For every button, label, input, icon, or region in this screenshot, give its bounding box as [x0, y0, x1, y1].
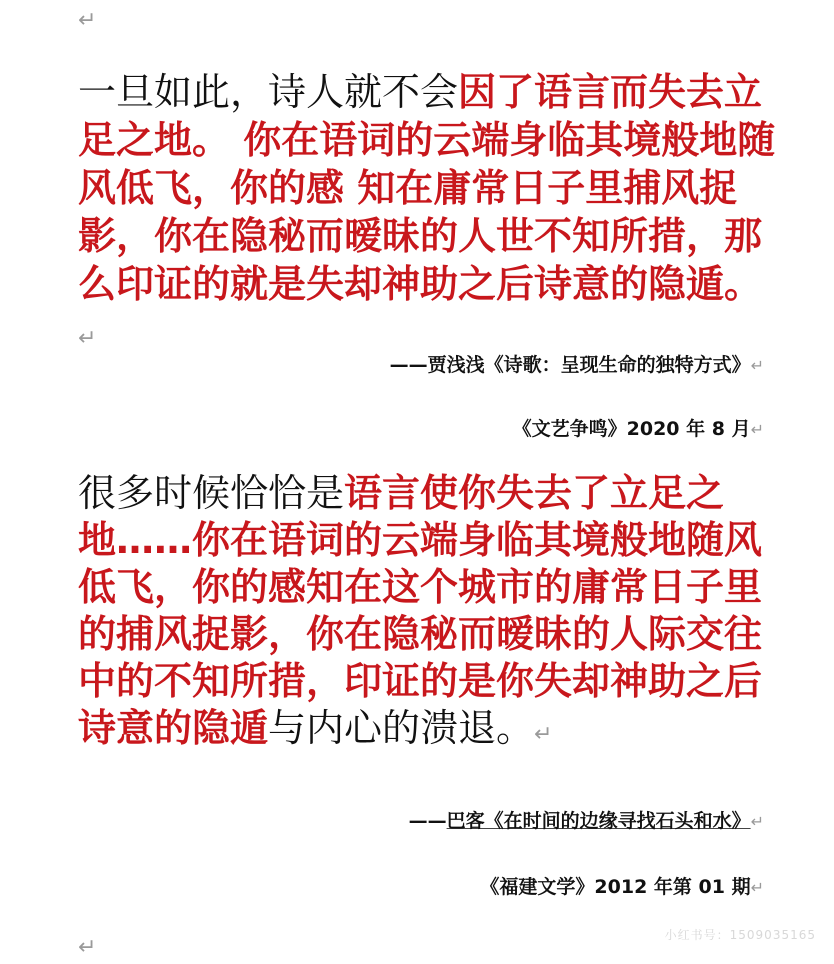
- attribution-1: [390, 350, 764, 377]
- paragraph-2-lead: 很多时候恰恰是: [78, 471, 345, 515]
- paragraph-mark: ↵: [750, 812, 764, 831]
- quote-paragraph-2[interactable]: [78, 470, 778, 758]
- quote-paragraph-1[interactable]: [78, 68, 778, 363]
- source-2-text: 《福建文学》2012 年第 01 期: [480, 876, 751, 898]
- source-1: [513, 414, 764, 441]
- attribution-1-text: ——贾浅浅《诗歌：呈现生命的独特方式》: [389, 354, 751, 376]
- paragraph-mark-bottom: ↵: [78, 935, 97, 960]
- source-1-text: 《文艺争鸣》2020 年 8 月: [512, 418, 751, 440]
- paragraph-mark: ↵: [750, 420, 764, 439]
- paragraph-1-lead: 一旦如此，诗人就不会: [78, 70, 459, 114]
- paragraph-2-tail: 与内心的溃退。: [268, 706, 535, 750]
- source-2: [480, 872, 764, 899]
- attribution-2: [409, 806, 764, 833]
- paragraph-2-highlight: 语言使你失去了立足之地……你在语词的云端身临其境般地随风低飞，你的感知在这个城市的庸常日子里的捕风捉影，你在隐秘而暧昧的人际交往中的不知所措，印证的是你失却神助之后诗意的隐遁: [78, 471, 763, 750]
- attribution-2-title[interactable]: 巴客《在时间的边缘寻找石头和水》: [446, 810, 751, 832]
- paragraph-mark-top: ↵: [78, 8, 97, 33]
- paragraph-mark: ↵: [78, 326, 97, 351]
- paragraph-1-highlight: 因了语言而失去立足之地。 你在语词的云端身临其境般地随风低飞，你的感 知在庸常日子里捕风捉影，你在隐秘而暧昧的人世不知所措，那么印证的就是失却神助之后诗意的隐遁。: [78, 70, 776, 306]
- paragraph-mark: ↵: [534, 722, 553, 747]
- paragraph-mark: ↵: [750, 356, 764, 375]
- paragraph-mark: ↵: [750, 878, 764, 897]
- attribution-2-prefix: ——: [408, 810, 447, 832]
- watermark: 小红书号：1509035165: [664, 928, 816, 942]
